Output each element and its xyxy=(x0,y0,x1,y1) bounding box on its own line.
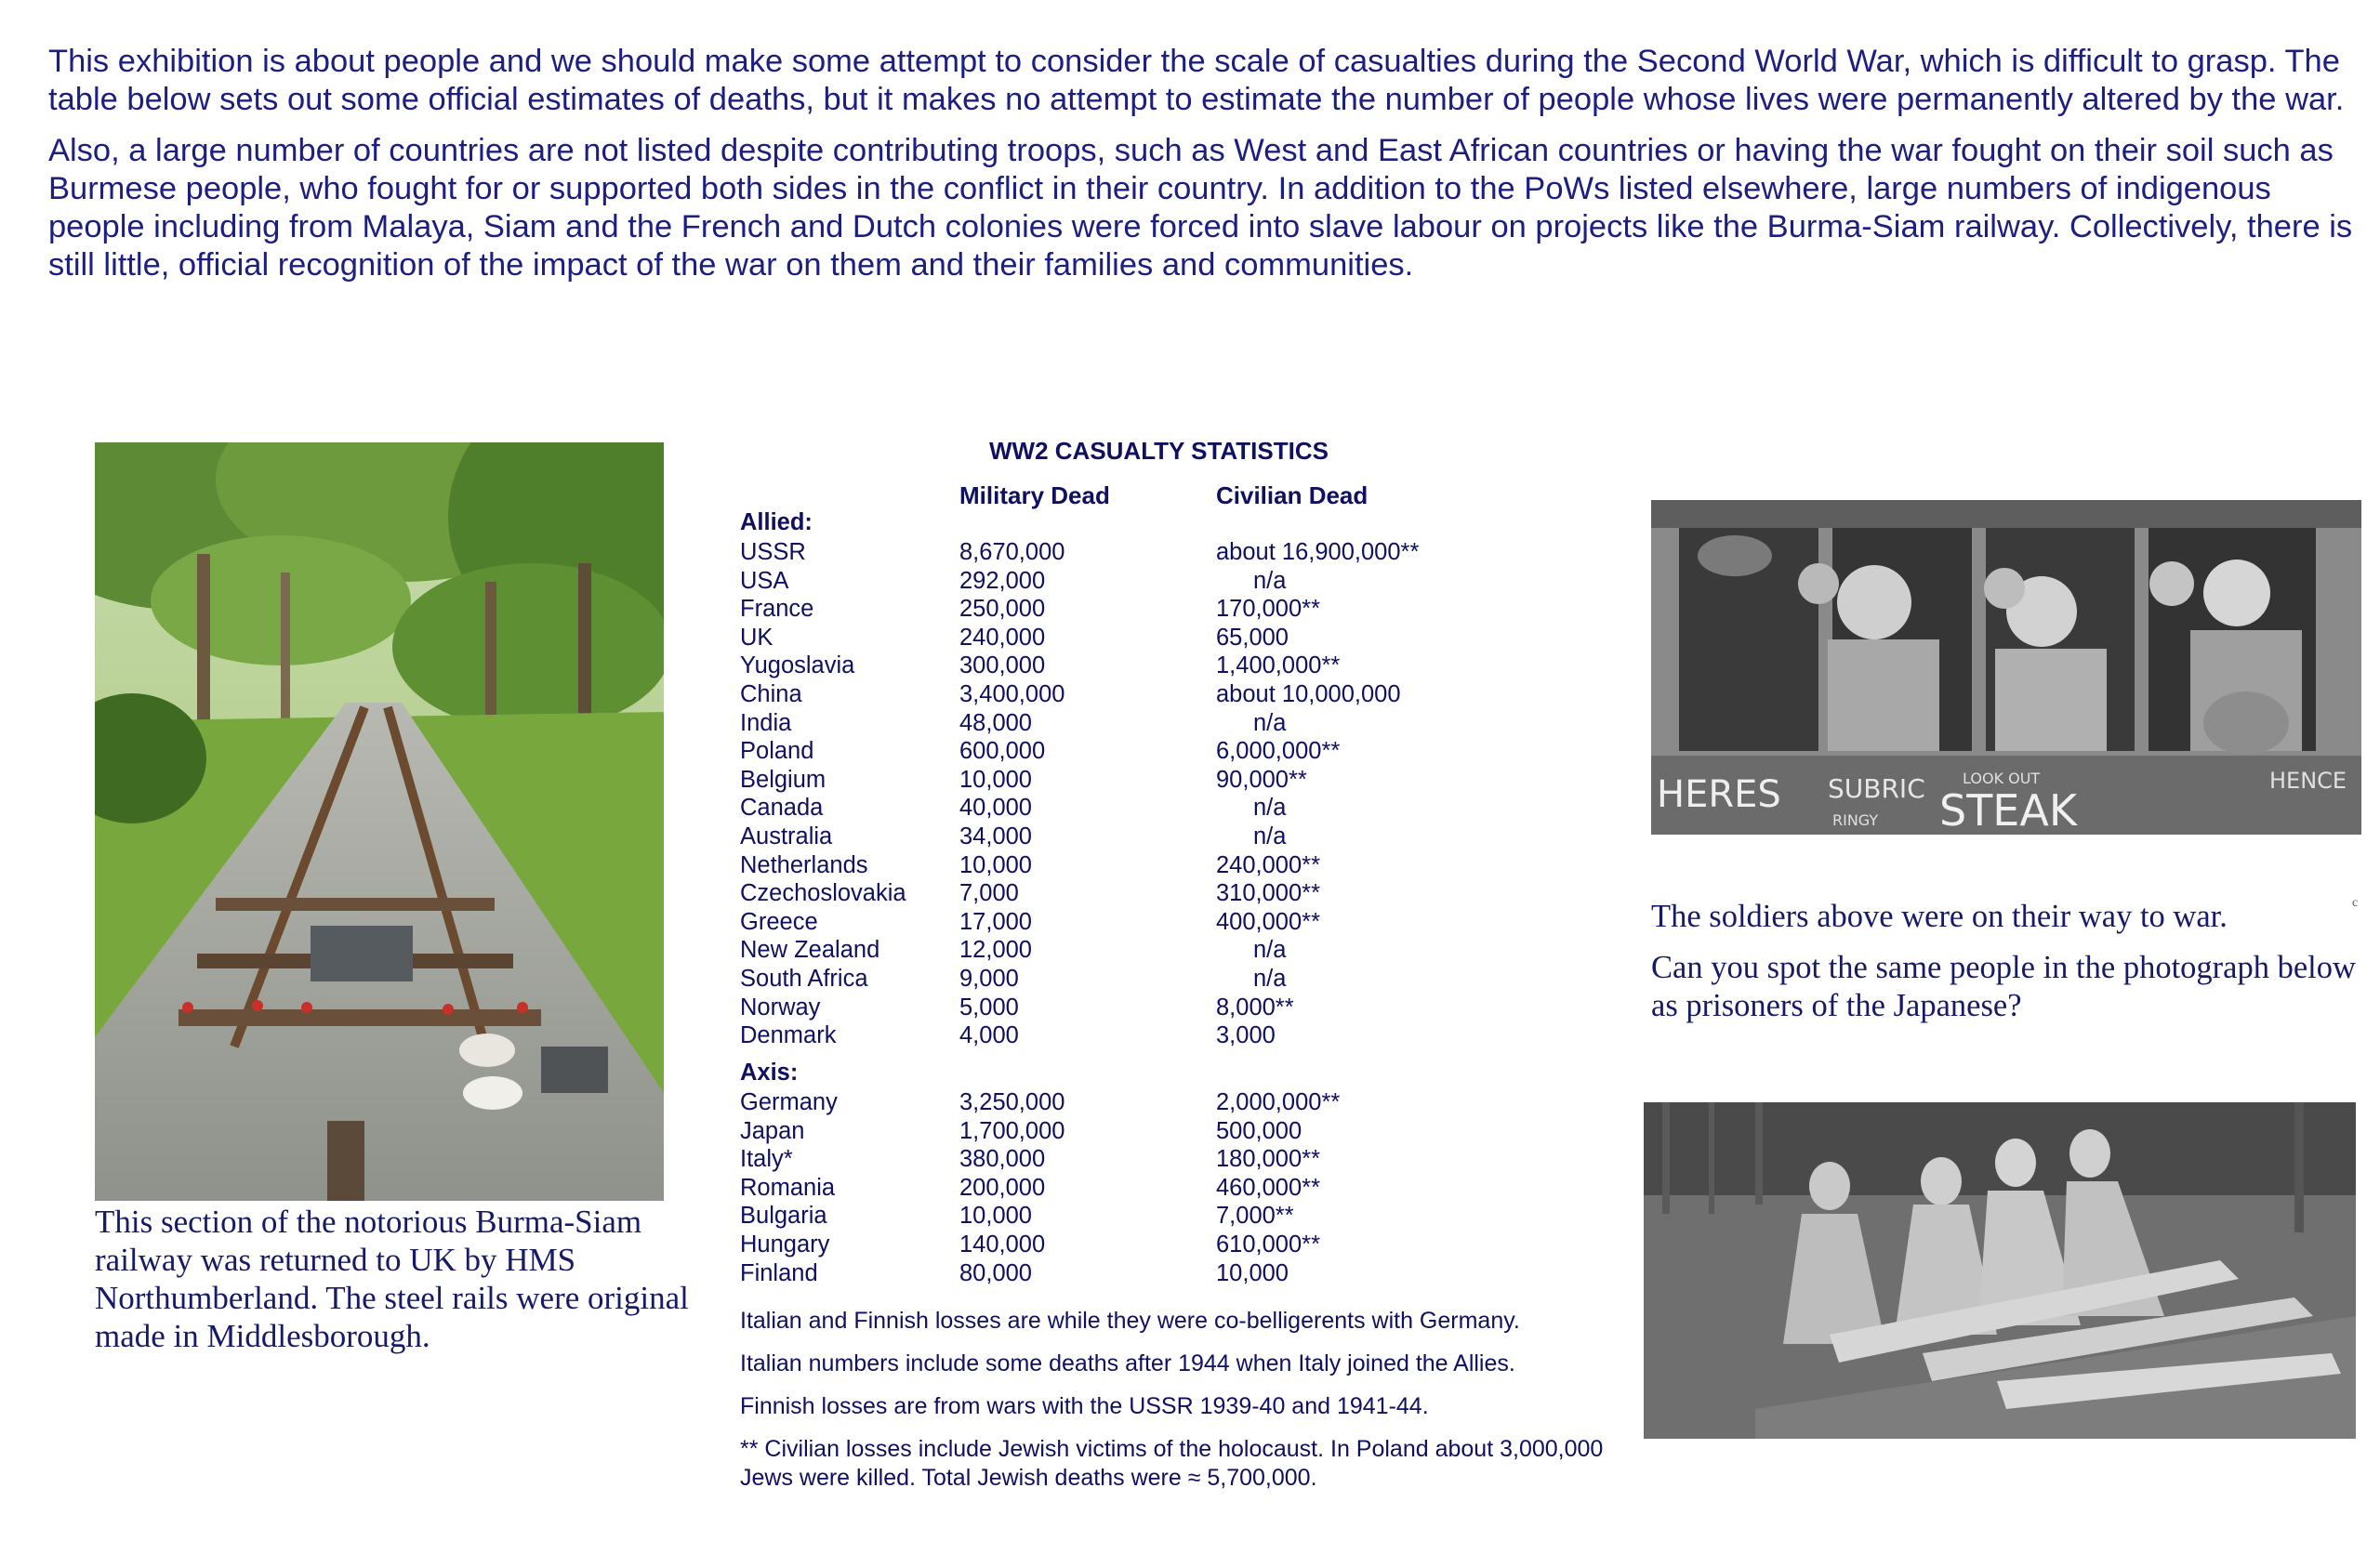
table-row xyxy=(740,823,1614,851)
railway-memorial-photo xyxy=(95,442,664,1201)
civilian-dead-cell: 610,000** xyxy=(1216,1231,1321,1258)
military-dead-cell: 380,000 xyxy=(959,1146,1046,1173)
note-1: Italian and Finnish losses are while they were co-belligerents with Germany. xyxy=(740,1308,1520,1334)
country-cell: New Zealand xyxy=(740,937,880,964)
military-dead-cell: 140,000 xyxy=(959,1231,1046,1258)
table-row xyxy=(740,794,1614,823)
soldiers-caption: The soldiers above were on their way to war. xyxy=(1651,899,2228,934)
chalk-text-look-out: LOOK OUT xyxy=(1963,770,2041,787)
table-row xyxy=(740,1174,1614,1203)
country-cell: Italy* xyxy=(740,1146,793,1173)
civilian-dead-cell: 460,000** xyxy=(1216,1174,1321,1201)
table-row xyxy=(740,538,1614,567)
country-cell: Belgium xyxy=(740,766,826,793)
civilian-dead-cell: 1,400,000** xyxy=(1216,652,1341,679)
table-row xyxy=(740,1117,1614,1146)
table-row xyxy=(740,1088,1614,1117)
intro-paragraph-1: This exhibition is about people and we should make some attempt to consider the scale of casualties during the Second World War, which is difficult to grasp. The table below sets out some official estimates of deaths, but it makes no attempt to estimate the number of people whose lives were permanently altered by the war. xyxy=(48,44,2345,117)
military-dead-cell: 600,000 xyxy=(959,738,1046,765)
table-row xyxy=(740,624,1614,652)
civilian-dead-cell: n/a xyxy=(1253,937,1287,964)
military-dead-cell: 5,000 xyxy=(959,994,1019,1021)
country-cell: Yugoslavia xyxy=(740,652,855,679)
intro-paragraph-2: Also, a large number of countries are not listed despite contributing troops, such as West and East African countries or having the war fought on their soil such as Burmese people, who fought for or supported both sides in the conflict in their country. In addition to the PoWs listed elsewhere, large numbers of indigenous people including from Malaya, Siam and the French and Dutch colonies were forced into slave labour on projects like the Burma-Siam railway. Collectively, there is still little, official recognition of the impact of the war on them and their families and communities. xyxy=(48,133,2353,283)
civilian-dead-cell: 400,000** xyxy=(1216,908,1321,935)
military-dead-cell: 48,000 xyxy=(959,709,1032,736)
civilian-dead-cell: 500,000 xyxy=(1216,1117,1302,1144)
photo-question-text xyxy=(1651,898,2358,1038)
country-cell: UK xyxy=(740,624,774,651)
military-dead-cell: 10,000 xyxy=(959,1203,1032,1230)
axis-group-label: Axis: xyxy=(740,1060,799,1086)
table-row xyxy=(740,1259,1614,1288)
small-mark: c xyxy=(2352,896,2359,910)
country-cell: Bulgaria xyxy=(740,1203,827,1230)
civilian-dead-cell: 170,000** xyxy=(1216,596,1321,623)
table-row xyxy=(740,567,1614,596)
military-dead-cell: 17,000 xyxy=(959,908,1032,935)
table-row xyxy=(740,652,1614,680)
civilian-dead-cell: about 16,900,000** xyxy=(1216,539,1420,565)
civilian-dead-cell: 8,000** xyxy=(1216,994,1294,1021)
military-dead-cell: 12,000 xyxy=(959,937,1032,964)
column-header-civilian: Civilian Dead xyxy=(1216,481,1368,509)
country-cell: Norway xyxy=(740,994,821,1021)
table-row xyxy=(740,766,1614,795)
country-cell: India xyxy=(740,709,792,736)
table-row xyxy=(740,965,1614,994)
civilian-dead-cell: 65,000 xyxy=(1216,624,1289,651)
civilian-dead-cell: n/a xyxy=(1253,966,1287,992)
civilian-dead-cell: n/a xyxy=(1253,823,1287,849)
civilian-dead-cell: 180,000** xyxy=(1216,1146,1321,1173)
civilian-dead-cell: 3,000 xyxy=(1216,1022,1276,1049)
military-dead-cell: 3,250,000 xyxy=(959,1089,1065,1115)
military-dead-cell: 250,000 xyxy=(959,596,1046,623)
civilian-dead-cell: 240,000** xyxy=(1216,851,1321,878)
note-3: Finnish losses are from wars with the USSR 1939-40 and 1941-44. xyxy=(740,1393,1429,1419)
table-row xyxy=(740,994,1614,1022)
civilian-dead-cell: n/a xyxy=(1253,567,1287,594)
country-cell: Germany xyxy=(740,1089,838,1115)
table-row xyxy=(740,1021,1614,1050)
chalk-text-subric: SUBRIC xyxy=(1828,773,1925,804)
civilian-dead-cell: 90,000** xyxy=(1216,766,1307,793)
allied-group-label: Allied: xyxy=(740,509,813,535)
table-notes xyxy=(740,1307,1614,1507)
military-dead-cell: 240,000 xyxy=(959,624,1046,651)
table-row xyxy=(740,936,1614,965)
country-cell: Czechoslovakia xyxy=(740,880,906,907)
military-dead-cell: 34,000 xyxy=(959,823,1032,849)
table-row xyxy=(740,908,1614,937)
country-cell: Denmark xyxy=(740,1022,837,1049)
military-dead-cell: 40,000 xyxy=(959,795,1032,822)
column-header-military: Military Dead xyxy=(959,481,1110,509)
table-row xyxy=(740,879,1614,908)
country-cell: USA xyxy=(740,567,789,594)
prisoners-of-war-photo xyxy=(1644,1102,2356,1439)
military-dead-cell: 200,000 xyxy=(959,1174,1046,1201)
soldiers-on-train-photo xyxy=(1651,500,2361,835)
civilian-dead-cell: 6,000,000** xyxy=(1216,738,1341,765)
country-cell: Greece xyxy=(740,908,818,935)
civilian-dead-cell: about 10,000,000 xyxy=(1216,681,1401,707)
chalk-text-heres: HERES xyxy=(1657,773,1781,816)
civilian-dead-cell: 310,000** xyxy=(1216,880,1321,907)
country-cell: Poland xyxy=(740,738,814,765)
country-cell: USSR xyxy=(740,539,806,565)
table-row xyxy=(740,595,1614,624)
chalk-text-ringy: RINGY xyxy=(1832,811,1879,829)
country-cell: Netherlands xyxy=(740,851,868,878)
table-row xyxy=(740,1145,1614,1174)
note-2: Italian numbers include some deaths after 1944 when Italy joined the Allies. xyxy=(740,1350,1515,1376)
military-dead-cell: 300,000 xyxy=(959,652,1046,679)
country-cell: Australia xyxy=(740,823,833,849)
country-cell: France xyxy=(740,596,814,623)
country-cell: Finland xyxy=(740,1259,818,1286)
country-cell: Hungary xyxy=(740,1231,830,1258)
intro-text xyxy=(48,43,2363,297)
country-cell: South Africa xyxy=(740,966,868,992)
military-dead-cell: 1,700,000 xyxy=(959,1117,1065,1144)
country-cell: China xyxy=(740,681,802,707)
note-4: ** Civilian losses include Jewish victims of the holocaust. In Poland about 3,000,000 Jews were killed. Total Jewish deaths were ≈ 5,700,000. xyxy=(740,1436,1604,1491)
military-dead-cell: 3,400,000 xyxy=(959,681,1065,707)
military-dead-cell: 10,000 xyxy=(959,766,1032,793)
table-row xyxy=(740,1231,1614,1259)
country-cell: Japan xyxy=(740,1117,805,1144)
military-dead-cell: 80,000 xyxy=(959,1259,1032,1286)
table-row xyxy=(740,1202,1614,1231)
table-row xyxy=(740,680,1614,709)
military-dead-cell: 4,000 xyxy=(959,1022,1019,1049)
country-cell: Canada xyxy=(740,795,824,822)
chalk-text-hence: HENCE xyxy=(2269,768,2347,794)
spot-question: Can you spot the same people in the photograph below as prisoners of the Japanese? xyxy=(1651,950,2356,1023)
civilian-dead-cell: 2,000,000** xyxy=(1216,1089,1341,1115)
civilian-dead-cell: 10,000 xyxy=(1216,1259,1289,1286)
railway-photo-caption: This section of the notorious Burma-Siam railway was returned to UK by HMS Northumberland. The steel rails were original made in Middlesborough. xyxy=(95,1204,689,1354)
table-title: WW2 CASUALTY STATISTICS xyxy=(989,437,1329,465)
civilian-dead-cell: n/a xyxy=(1253,709,1287,736)
civilian-dead-cell: 7,000** xyxy=(1216,1203,1294,1230)
table-row xyxy=(740,851,1614,880)
country-cell: Romania xyxy=(740,1174,836,1201)
civilian-dead-cell: n/a xyxy=(1253,795,1287,822)
chalk-text-steak: STEAK xyxy=(1939,785,2077,835)
military-dead-cell: 7,000 xyxy=(959,880,1019,907)
military-dead-cell: 10,000 xyxy=(959,851,1032,878)
table-row xyxy=(740,737,1614,766)
military-dead-cell: 9,000 xyxy=(959,966,1019,992)
table-row xyxy=(740,709,1614,738)
military-dead-cell: 292,000 xyxy=(959,567,1046,594)
military-dead-cell: 8,670,000 xyxy=(959,539,1065,565)
